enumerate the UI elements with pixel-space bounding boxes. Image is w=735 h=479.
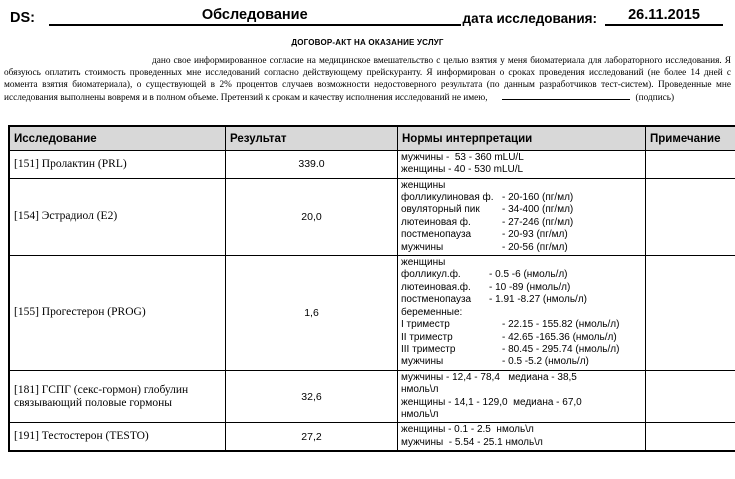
document-header [10,7,723,26]
signature-hint: (подпись) [636,93,675,103]
norm-line: постменопауза - 1.91 -8.27 (нмоль/л) [401,294,642,306]
test-result: 27,2 [226,423,398,451]
norm-line: женщины - 0.1 - 2.5 нмоль\л [401,424,642,436]
norm-line: III триместр - 80.45 - 295.74 (нмоль/л) [401,344,642,356]
results-table-body [9,150,735,451]
test-name: [155] Прогестерон (PROG) [9,256,226,371]
test-note [646,178,735,255]
test-result: 1,6 [226,256,398,371]
results-table-header [9,126,735,151]
norm-line: фолликул.ф. - 0.5 -6 (нмоль/л) [401,269,642,281]
col-header-note: Примечание [646,126,735,151]
table-row [9,178,735,255]
norm-line: женщины - 14,1 - 129,0 медиана - 67,0 [401,397,642,409]
test-result: 20,0 [226,178,398,255]
test-note [646,370,735,423]
norm-line: женщины [401,257,642,269]
table-row [9,370,735,423]
ds-label: DS: [10,10,35,26]
col-header-result: Результат [226,126,398,151]
norm-line: нмоль\л [401,384,642,396]
col-header-study: Исследование [9,126,226,151]
exam-title: Обследование [202,7,308,23]
norm-line: мужчины - 5.54 - 25.1 нмоль\л [401,437,642,449]
study-date-value: 26.11.2015 [628,7,700,23]
table-row [9,256,735,371]
col-header-norms: Нормы интерпретации [398,126,646,151]
contract-title: ДОГОВОР-АКТ НА ОКАЗАНИЕ УСЛУГ [0,38,735,47]
norm-line: лютеиновая ф. - 27-246 (пг/мл) [401,217,642,229]
norm-line: мужчины - 0.5 -5.2 (нмоль/л) [401,356,642,368]
test-name: [181] ГСПГ (секс-гормон) глобулин связывающий половые гормоны [9,370,226,423]
test-note [646,423,735,451]
norm-line: II триместр - 42.65 -165.36 (нмоль/л) [401,332,642,344]
test-note [646,150,735,178]
norm-line: мужчины - 12,4 - 78,4 медиана - 38,5 [401,372,642,384]
study-date-underline [605,7,723,26]
test-name: [191] Тестостерон (TESTO) [9,423,226,451]
test-result: 339.0 [226,150,398,178]
norm-line: женщины [401,180,642,192]
test-norms [398,150,646,178]
test-norms [398,256,646,371]
test-norms [398,370,646,423]
test-norms [398,423,646,451]
table-row [9,423,735,451]
signature-line [502,98,630,100]
norm-line: лютеиновая.ф. - 10 -89 (нмоль/л) [401,282,642,294]
table-row [9,150,735,178]
test-name: [154] Эстрадиол (E2) [9,178,226,255]
consent-text: дано свое информированное согласие на медицинское вмешательство с целью взятия у меня биоматериала для лабораторного исследования. Я обязуюсь оплатить стоимость проведенных мне исследований согласно действующему прейскуранту. Я информирован о сроках проведения исследований (не более 14 дней с момента взятия биоматериала), о существующей в 2% процентов случаев возможности недостоверного результата (по данным разработчиков тест-систем). Проведенные мне исследования выполнены вовремя и в полном объеме. Претензий к срокам и качеству исполнения исследований не имею, [4,56,731,103]
exam-title-underline [49,7,461,26]
test-note [646,256,735,371]
norm-line: постменопауза - 20-93 (пг/мл) [401,229,642,241]
test-name: [151] Пролактин (PRL) [9,150,226,178]
norm-line: нмоль\л [401,409,642,421]
test-norms [398,178,646,255]
norm-line: беременные: [401,307,642,319]
study-date-label: дата исследования: [463,11,597,26]
norm-line: фолликулиновая ф. - 20-160 (пг/мл) [401,192,642,204]
consent-paragraph [4,55,731,104]
results-table [8,125,735,452]
norm-line: мужчины - 20-56 (пг/мл) [401,242,642,254]
norm-line: овуляторный пик - 34-400 (пг/мл) [401,204,642,216]
norm-line: женщины - 40 - 530 mLU/L [401,164,642,176]
norm-line: мужчины - 53 - 360 mLU/L [401,152,642,164]
test-result: 32,6 [226,370,398,423]
norm-line: I триместр - 22.15 - 155.82 (нмоль/л) [401,319,642,331]
